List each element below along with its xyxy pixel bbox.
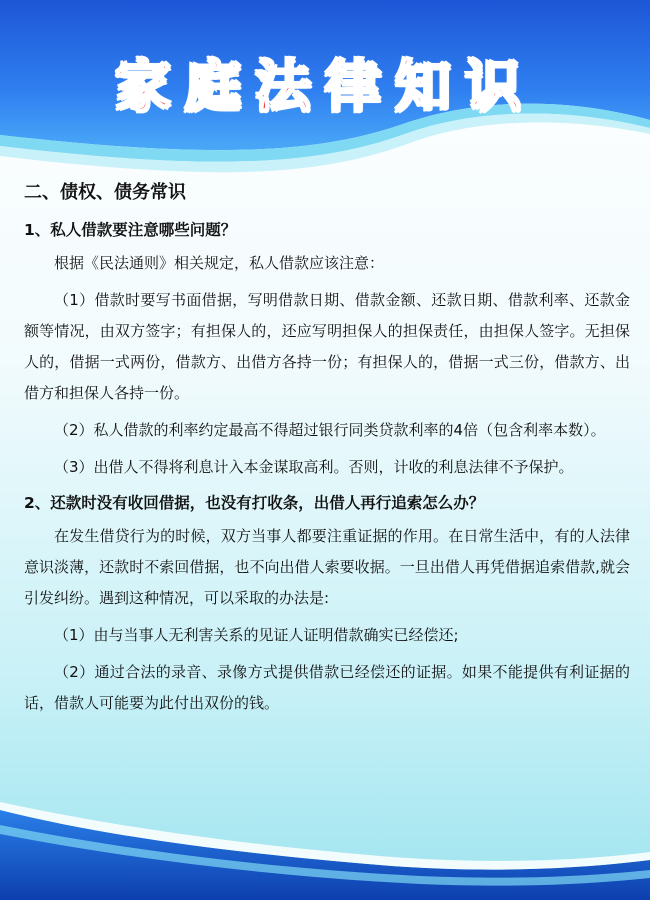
- section-heading: 二、债权、债务常识: [24, 182, 186, 203]
- paragraph: （3）出借人不得将利息计入本金谋取高利。否则，计收的利息法律不予保护。: [54, 458, 574, 476]
- question-1: 1、私人借款要注意哪些问题？: [24, 221, 237, 239]
- poster-title: 家庭法律知识: [115, 54, 535, 120]
- content-area: [24, 180, 630, 725]
- paragraph: 在发生借贷行为的时候，双方当事人都要注重证据的作用。在日常生活中，有的人法律意识淡薄，还款时不索回借据，也不向出借人索要收据。一旦出借人再凭借据追索借款,就会引发纠纷。遇到这种情况，可以采取的办法是:: [24, 527, 630, 607]
- paragraph: （1）借款时要写书面借据，写明借款日期、借款金额、还款日期、借款利率、还款金额等情况，由双方签字；有担保人的，还应写明担保人的担保责任，由担保人签字。无担保人的，借据一式两份，借款方、出借方各持一份；有担保人的，借据一式三份，借款方、出借方和担保人各持一份。: [24, 291, 630, 402]
- paragraph: （2）私人借款的利率约定最高不得超过银行同类贷款利率的4倍（包含利率本数）。: [54, 421, 606, 439]
- paragraph: （2）通过合法的录音、录像方式提供借款已经偿还的证据。如果不能提供有利证据的话，借款人可能要为此付出双份的钱。: [24, 663, 630, 712]
- footer-wave: [0, 770, 650, 900]
- paragraph: （1）由与当事人无利害关系的见证人证明借款确实已经偿还;: [54, 626, 459, 644]
- question-2: 2、还款时没有收回借据，也没有打收条，出借人再行追索怎么办？: [24, 494, 485, 512]
- paragraph: 根据《民法通则》相关规定，私人借款应该注意：: [54, 254, 385, 272]
